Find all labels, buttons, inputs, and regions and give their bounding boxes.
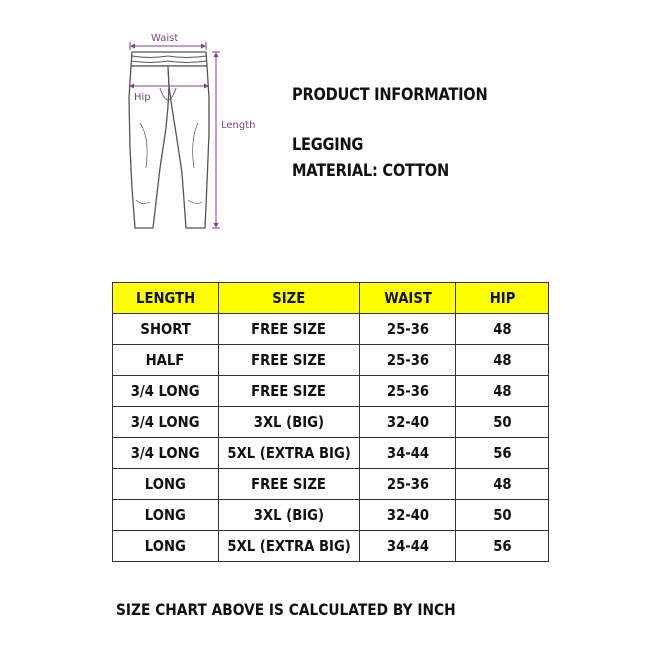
header-size: SIZE (218, 283, 359, 314)
cell-length: SHORT (113, 314, 219, 345)
table-row (113, 438, 549, 469)
length-label: Length (221, 120, 256, 131)
cell-hip: 56 (456, 531, 549, 562)
table-row (113, 345, 549, 376)
cell-waist: 25-36 (359, 469, 456, 500)
product-information (292, 82, 487, 184)
cell-size: 3XL (BIG) (218, 407, 359, 438)
cell-hip: 48 (456, 345, 549, 376)
cell-waist: 34-44 (359, 438, 456, 469)
cell-hip: 56 (456, 438, 549, 469)
cell-length: 3/4 LONG (113, 376, 219, 407)
product-material: MATERIAL: COTTON (292, 161, 449, 181)
waist-label: Waist (151, 33, 179, 44)
legging-outline (129, 52, 209, 228)
cell-length: LONG (113, 469, 219, 500)
table-row (113, 314, 549, 345)
table-row (113, 376, 549, 407)
cell-hip: 48 (456, 469, 549, 500)
table-header-row (113, 283, 549, 314)
cell-hip: 48 (456, 376, 549, 407)
size-chart-table (112, 282, 549, 562)
table-row (113, 469, 549, 500)
hip-label: Hip (134, 92, 151, 103)
table-row (113, 531, 549, 562)
length-dimension (212, 52, 256, 228)
cell-length: 3/4 LONG (113, 407, 219, 438)
legging-measurement-diagram (110, 28, 280, 238)
cell-size: FREE SIZE (218, 376, 359, 407)
cell-size: 3XL (BIG) (218, 500, 359, 531)
cell-hip: 50 (456, 407, 549, 438)
cell-length: HALF (113, 345, 219, 376)
cell-hip: 48 (456, 314, 549, 345)
cell-waist: 32-40 (359, 500, 456, 531)
cell-waist: 32-40 (359, 407, 456, 438)
cell-size: 5XL (EXTRA BIG) (218, 438, 359, 469)
cell-waist: 25-36 (359, 314, 456, 345)
header-waist: WAIST (359, 283, 456, 314)
cell-size: FREE SIZE (218, 469, 359, 500)
cell-length: LONG (113, 500, 219, 531)
waist-dimension (130, 33, 206, 50)
size-chart-footnote: SIZE CHART ABOVE IS CALCULATED BY INCH (116, 600, 456, 619)
cell-waist: 25-36 (359, 345, 456, 376)
product-info-heading: PRODUCT INFORMATION (292, 85, 488, 105)
product-name: LEGGING (292, 135, 364, 155)
header-hip: HIP (456, 283, 549, 314)
cell-size: 5XL (EXTRA BIG) (218, 531, 359, 562)
cell-waist: 34-44 (359, 531, 456, 562)
table-row (113, 500, 549, 531)
cell-length: 3/4 LONG (113, 438, 219, 469)
cell-size: FREE SIZE (218, 314, 359, 345)
cell-waist: 25-36 (359, 376, 456, 407)
cell-hip: 50 (456, 500, 549, 531)
cell-size: FREE SIZE (218, 345, 359, 376)
table-row (113, 407, 549, 438)
header-length: LENGTH (113, 283, 219, 314)
cell-length: LONG (113, 531, 219, 562)
